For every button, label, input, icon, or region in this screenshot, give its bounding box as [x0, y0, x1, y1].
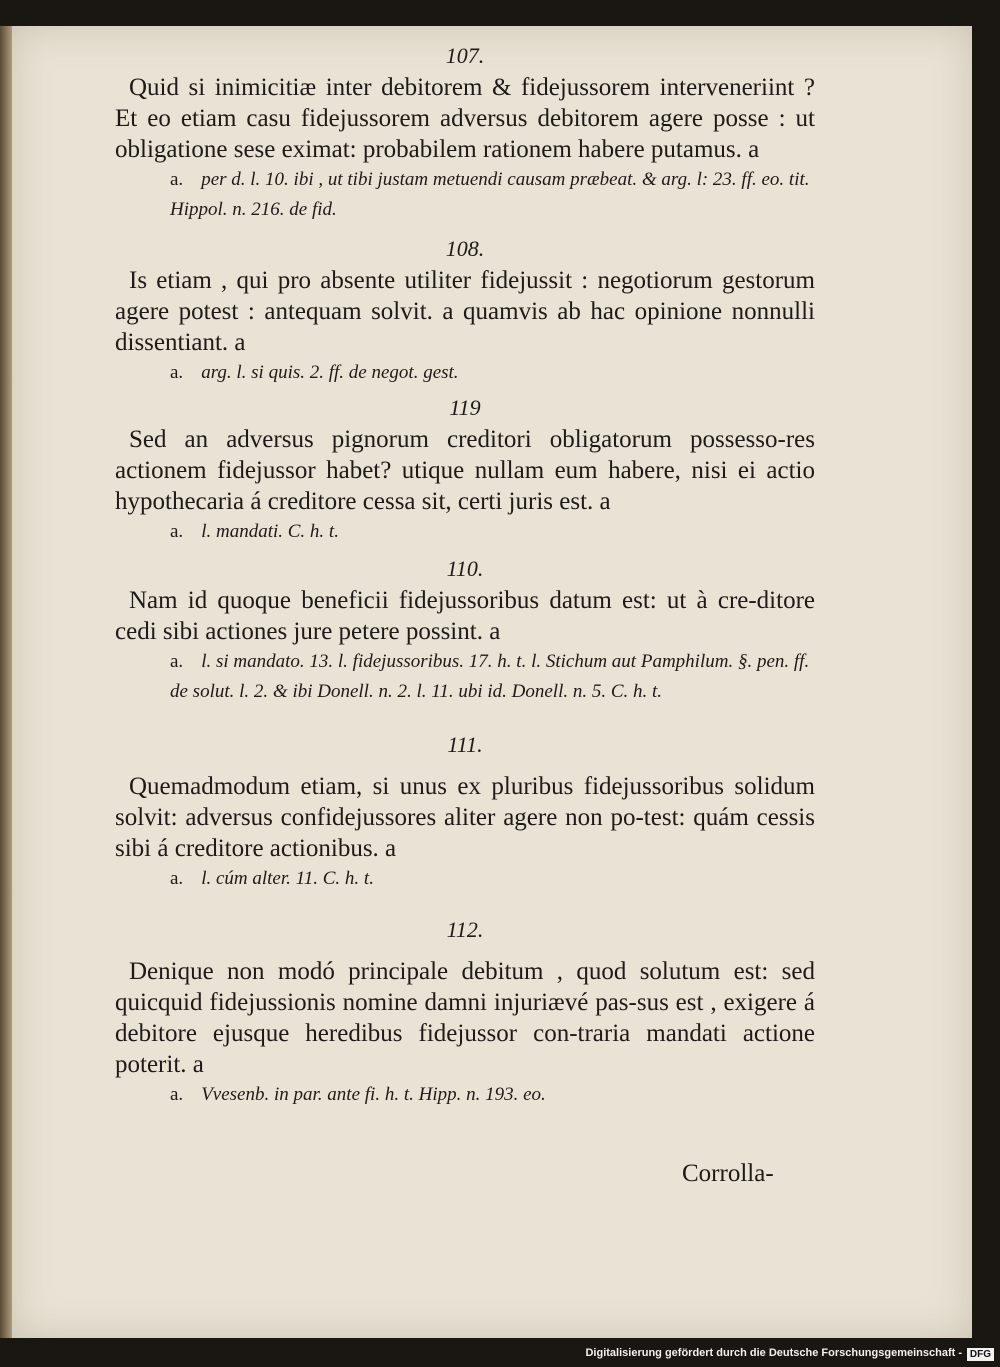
section-119	[115, 392, 815, 547]
section-112	[115, 914, 815, 1110]
section-text: Nam id quoque beneficii fidejussoribus datum est: ut à cre-ditore cedi sibi actiones jure petere possint. a	[115, 587, 815, 645]
dfg-logo: DFG	[967, 1348, 994, 1361]
note-label: a.	[170, 651, 184, 672]
catchword: Corrolla-	[682, 1160, 774, 1187]
note-label: a.	[170, 868, 184, 889]
footnote: a. l. mandati. C. h. t.	[170, 521, 339, 542]
section-text: Sed an adversus pignorum creditori obligatorum possesso-res actionem fidejussor habet? utique nullam eum habere, nisi ei actio hypothecaria á creditore cessa sit, certi juris est. a	[115, 426, 815, 515]
footnote: a. Vvesenb. in par. ante fi. h. t. Hipp. n. 193. eo.	[170, 1084, 546, 1105]
section-text: Quid si inimicitiæ inter debitorem & fidejussorem interveneriint ? Et eo etiam casu fidejussorem adversus debitorem agere posse : ut obligatione sese eximat: probabilem rationem habere putamus. a	[115, 74, 815, 163]
page-number: 107.	[445, 43, 485, 68]
footnote: a. per d. l. 10. ibi , ut tibi justam metuendi causam præbeat. & arg. l: 23. ff. eo. tit. Hippol. n. 216. de fid.	[170, 169, 810, 220]
section-number: 112.	[446, 917, 484, 942]
section-number: 111.	[447, 732, 483, 757]
footnote: a. l. cúm alter. 11. C. h. t.	[170, 868, 374, 889]
note-label: a.	[170, 169, 184, 190]
section-text: Quemadmodum etiam, si unus ex pluribus fidejussoribus solidum solvit: adversus confidejussores aliter agere non po-test: quám cessis sibi á creditore actionibus. a	[115, 773, 815, 862]
note-label: a.	[170, 362, 184, 383]
page-text-block	[115, 40, 815, 1110]
footnote: a. arg. l. si quis. 2. ff. de negot. gest.	[170, 362, 459, 383]
section-111	[115, 729, 815, 894]
section-110	[115, 553, 815, 707]
section-number: 110.	[446, 556, 484, 581]
section-number: 119	[449, 395, 481, 420]
section-108	[115, 233, 815, 388]
section-107	[115, 72, 815, 225]
section-text: Denique non modó principale debitum , quod solutum est: sed quicquid fidejussionis nomine damni injuriævé pas-sus est , exigere á debitore ejusque heredibus fidejussor con-traria mandati actione poterit. a	[115, 958, 815, 1078]
section-text: Is etiam , qui pro absente utiliter fidejussit : negotiorum gestorum agere potest : antequam solvit. a quamvis ab hac opinione nonnulli dissentiant. a	[115, 267, 815, 356]
note-label: a.	[170, 1084, 184, 1105]
digitization-credit: Digitalisierung gefördert durch die Deutsche Forschungsgemeinschaft -	[585, 1347, 962, 1359]
section-number: 108.	[445, 236, 485, 261]
footnote: a. l. si mandato. 13. l. fidejussoribus. 17. h. t. l. Stichum aut Pamphilum. §. pen. ff. de solut. l. 2. & ibi Donell. n. 2. l. 11. ubi id. Donell. n. 5. C. h. t.	[170, 651, 810, 702]
note-label: a.	[170, 521, 184, 542]
